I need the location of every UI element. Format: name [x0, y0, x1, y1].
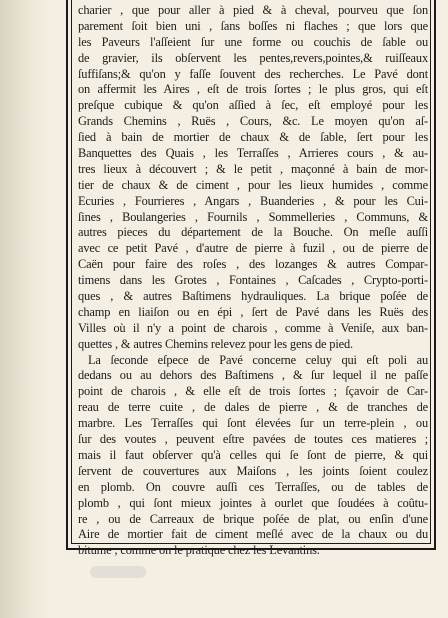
text-line: preſque cubique & qu'on aſſied à ſec, eſt employé pour les [78, 98, 428, 113]
text-line: en plomb. On couvre auſſi ces Terraſſes, ou de tables de [78, 479, 428, 494]
text-line: La ſeconde eſpece de Pavé concerne celuy qui eſt poli au [88, 352, 428, 367]
text-line: Villes où il n'y a point de charois , comme à Veniſe, aux ban- [78, 320, 428, 335]
text-line: ſervent de couvertures aux Maiſons , les joints ſoient coulez [78, 463, 428, 478]
text-line: timens dans les Grotes , Fontaines , Caſcades , Crypto-porti- [78, 273, 428, 288]
text-line: ſines , Boulangeries , Fournils , Sommelleries , Communs, & [78, 209, 428, 224]
text-line: Aire de mortier fait de ciment meſlé avec de la chaux ou du [78, 527, 428, 542]
paragraph-1 [78, 3, 428, 353]
text-line: parement ſoit bien uni , ſans boſſes ni flaches ; que lors que [78, 18, 428, 33]
text-line: avec ce petit Pavé , d'autre de pierre à fuzil , ou de pierre de [78, 241, 428, 256]
text-line: tres lieux à découvert ; & le petit , maçonné à bain de mor- [78, 161, 428, 176]
text-line: ſur des voutes , peuvent eſtre pavées de toutes ces matieres ; [78, 432, 428, 447]
text-line: ſuffiſans;& qu'on y faſſe ſouvent des recherches. Le Pavé dont [78, 66, 428, 81]
text-line: on affermit les Aires , eſt de trois ſortes ; le plus gros, qui eſt [78, 82, 428, 97]
text-line: champ en liaiſon ou en épi , ſert de Pavé dans les Ruës des [78, 304, 428, 319]
text-line: dedans ou au dehors des Baſtimens , & ſur lequel il ne paſſe [78, 368, 428, 383]
text-line: Banquettes des Quais , les Terraſſes , Arrieres cours , & au- [78, 146, 428, 161]
text-line: tier de chaux & de ciment , pour les lieux humides , comme [78, 177, 428, 192]
text-line: reau de terre cuite , de dales de pierre , & de tranches de [78, 400, 428, 415]
text-line: Ecuries , Fourrieres , Angars , Buanderies , & pour les Cui- [78, 193, 428, 208]
text-line: autres pieces du département de la Bouche. On meſle auſſi [78, 225, 428, 240]
text-line: re , ou de Carreaux de brique poſée de plat, ou enſin d'une [78, 511, 428, 526]
text-line: ſied à bain de mortier de chaux & de ſable, ſert pour les [78, 130, 428, 145]
text-line: quettes , & autres Chemins relevez pour les gens de pied. [78, 336, 353, 351]
faded-library-stamp [90, 566, 146, 578]
text-line: mais il faut obſerver qu'à celles qui ſe ſont de pierre, & qui [78, 447, 428, 462]
text-line: marbre. Les Terraſſes qui ſont élevées ſur un terre-plein , ou [78, 416, 428, 431]
text-line: les Paveurs l'aſſeient ſur une forme ou couchis de ſable ou [78, 34, 428, 49]
text-line: bitume , comme on le pratique chez les Levantins. [78, 543, 320, 558]
text-line: point de charois , & elle eſt de trois ſortes ; ſçavoir de Car- [78, 384, 428, 399]
text-line: ques , & autres Baſtimens hydrauliques. La brique poſée de [78, 289, 428, 304]
paragraph-2 [78, 353, 428, 560]
body-text [78, 3, 428, 558]
text-line: Grands Chemins , Ruës , Cours, &c. Le moyen qu'on aſ- [78, 114, 428, 129]
page-gutter [0, 0, 48, 618]
text-line: plomb , qui ſont mieux jointes à ourlet que ſoudées à coûtu- [78, 495, 428, 510]
text-line: charier , que pour aller à pied & à cheval, pourveu que ſon [78, 3, 428, 17]
text-line: Caën pour faire des roſes , des lozanges & autres Compar- [78, 257, 428, 272]
text-line: de gravier, ils obſervent les pentes,revers,pointes,& ruiſſeaux [78, 50, 428, 65]
